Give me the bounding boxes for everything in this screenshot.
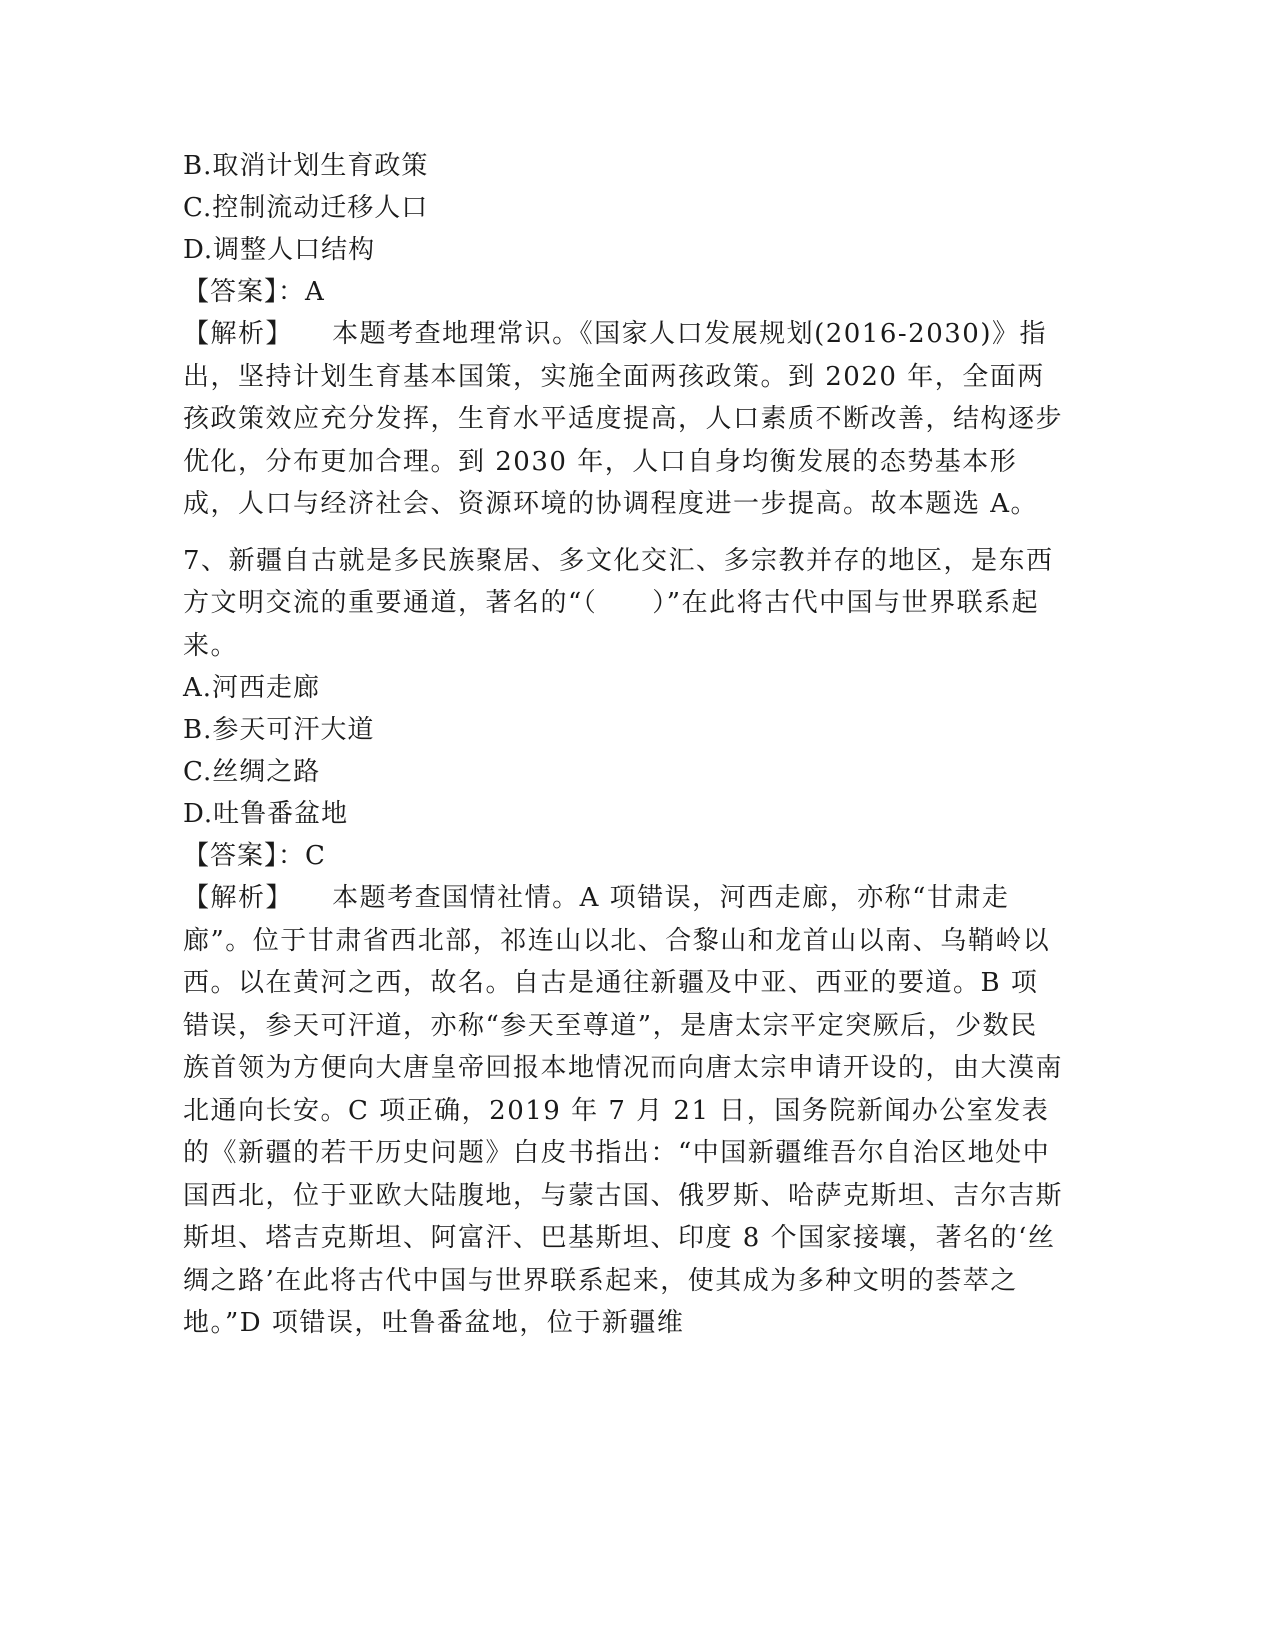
option-b: B.取消计划生育政策 (183, 151, 429, 181)
analysis-label: 【解析】 (183, 319, 294, 349)
option-c: C.丝绸之路 (183, 757, 321, 787)
prev-question (183, 145, 1083, 526)
answer-line (183, 835, 1083, 877)
answer-label: 【答案】： (183, 277, 306, 307)
option-d: D.吐鲁番盆地 (183, 799, 349, 829)
answer-label: 【答案】： (183, 841, 306, 871)
option-b: B.参天可汗大道 (183, 715, 375, 745)
question-stem: 7、新疆自古就是多民族聚居、多文化交汇、多宗教并存的地区，是东西方文明交流的重要通道，著名的“（ ）”在此将古代中国与世界联系起来。 (183, 545, 1054, 661)
question-7 (183, 540, 1083, 1345)
analysis-paragraph (183, 313, 1063, 526)
document-page (183, 145, 1083, 1345)
answer-value: C (305, 841, 326, 871)
answer-value: A (305, 277, 325, 307)
analysis-paragraph (183, 877, 1063, 1345)
analysis-label: 【解析】 (183, 883, 294, 913)
answer-line (183, 271, 1083, 313)
option-d: D.调整人口结构 (183, 235, 376, 265)
analysis-text: 本题考查国情社情。A 项错误，河西走廊，亦称“甘肃走廊”。位于甘肃省西北部，祁连山以北、合黎山和龙首山以南、乌鞘岭以西。以在黄河之西，故名。自古是通往新疆及中亚、西亚的要道。B 项错误，参天可汗道，亦称“参天至尊道”，是唐太宗平定突厥后，少数民族首领为方便向大唐皇帝回报本地情况而向唐太宗申请开设的，由大漠南北通向长安。C 项正确，2019 年 7 月 21 日，国务院新闻办公室发表的《新疆的若干历史问题》白皮书指出：“中国新疆维吾尔自治区地处中国西北，位于亚欧大陆腹地，与蒙古国、俄罗斯、哈萨克斯坦、吉尔吉斯斯坦、塔吉克斯坦、阿富汗、巴基斯坦、印度 8 个国家接壤，著名的‘丝绸之路’在此将古代中国与世界联系起来，使其成为多种文明的荟萃之地。”D 项错误，吐鲁番盆地，位于新疆维 (183, 883, 1064, 1338)
analysis-text: 本题考查地理常识。《国家人口发展规划(2016-2030)》指出，坚持计划生育基本国策，实施全面两孩政策。到 2020 年，全面两孩政策效应充分发挥，生育水平适度提高，人口素质不断改善，结构逐步优化，分布更加合理。到 2030 年，人口自身均衡发展的态势基本形成，人口与经济社会、资源环境的协调程度进一步提高。故本题选 A。 (183, 319, 1064, 519)
option-c: C.控制流动迁移人口 (183, 193, 429, 223)
option-a: A.河西走廊 (183, 673, 321, 703)
